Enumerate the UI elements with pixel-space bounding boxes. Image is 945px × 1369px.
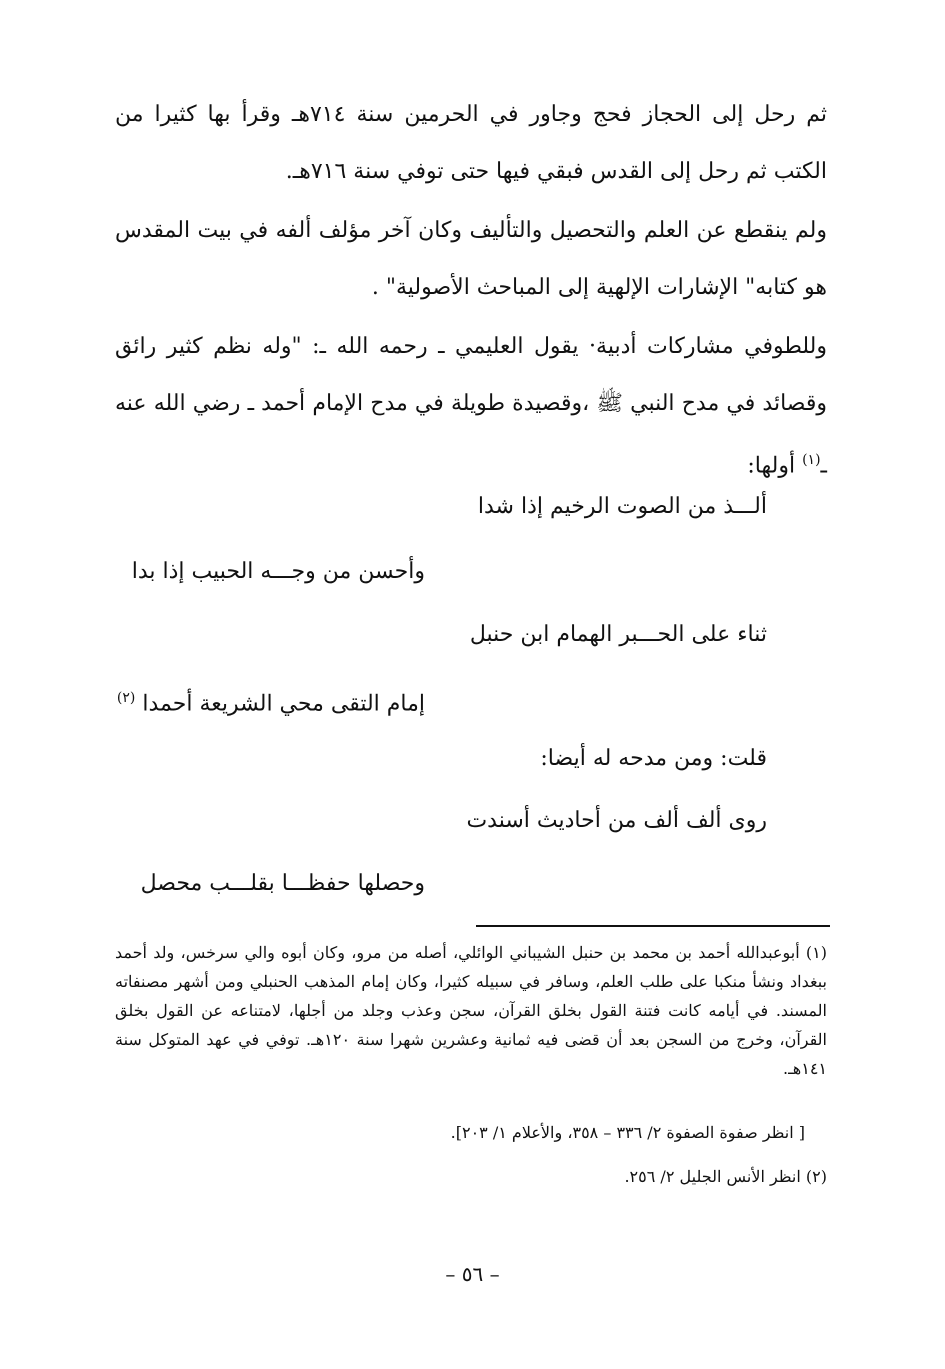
footnote-ref-2: (٢) xyxy=(116,690,136,706)
footnote-ref-1: (١) xyxy=(802,452,821,468)
verse-line-4-text: إمام التقى محي الشريعة أحمدا xyxy=(142,691,425,717)
paragraph-literary-end: أولها: xyxy=(747,453,803,479)
verse-line-2: وأحسن من وجـــه الحبيب إذا بدا xyxy=(131,559,425,584)
verse-line-1: ألـــذ من الصوت الرخيم إذا شدا xyxy=(477,494,767,519)
verse-line-6: وحصلها حفظـــا بقلـــب محصل xyxy=(140,871,425,896)
paragraph-literary xyxy=(115,318,827,494)
verse-line-3: ثناء على الحـــبر الهمام ابن حنبل xyxy=(469,622,767,647)
verse-intro: قلت: ومن مدحه له أيضا: xyxy=(540,746,767,771)
page-number: – ٥٦ – xyxy=(445,1262,500,1286)
paragraph-literary-text: وللطوفي مشاركات أدبية· يقول العليمي ـ رحمه الله ـ: "وله نظم كثير رائق وقصائد في مدح النبي ﷺ ،وقصيدة طويلة في مدح الإمام أحمد ـ رضي الله عنه ـ xyxy=(115,334,827,479)
verse-line-4 xyxy=(117,683,425,719)
footnote-separator xyxy=(476,925,830,927)
paragraph-travel: ثم رحل إلى الحجاز فحج وجاور في الحرمين سنة ٧١٤هـ وقرأ بها كثيرا من الكتب ثم رحل إلى القدس فبقي فيها حتى توفي سنة ٧١٦هـ. xyxy=(115,102,827,184)
footnote-2: (٢) انظر الأنس الجليل ٢/ ٢٥٦. xyxy=(624,1167,827,1186)
footnote-1: (١) أبوعبدالله أحمد بن محمد بن حنبل الشيباني الوائلي، أصله من مرو، وكان أبوه والي سرخس، ولد أحمد ببغداد ونشأ منكبا على طلب العلم، وسافر في سبيله كثيرا، وكان إمام المذهب الحنبلي ومن أشهر مصنفاته المسند. في أيامه كانت فتنة القول بخلق القرآن، سجن وعذب وجلد من أجلها، لامتناعه عن القول بخلق القرآن، وخرج من السجن بعد أن قضى فيه ثمانية وعشرين شهرا سنة ١٢٠هـ. توفي في عهد المتوكل سنة ١٤١هـ. xyxy=(115,943,828,1078)
verse-line-5: روى ألف ألف من أحاديث أسندت xyxy=(466,808,767,833)
paragraph-last-book: ولم ينقطع عن العلم والتحصيل والتأليف وكان آخر مؤلف ألفه في بيت المقدس هو كتابه" الإشارات الإلهية إلى المباحث الأصولية" . xyxy=(115,218,827,300)
footnote-1-source: [ انظر صفوة الصفوة ٢/ ٣٣٦ – ٣٥٨، والأعلام ١/ ٢٠٣]. xyxy=(450,1123,805,1142)
